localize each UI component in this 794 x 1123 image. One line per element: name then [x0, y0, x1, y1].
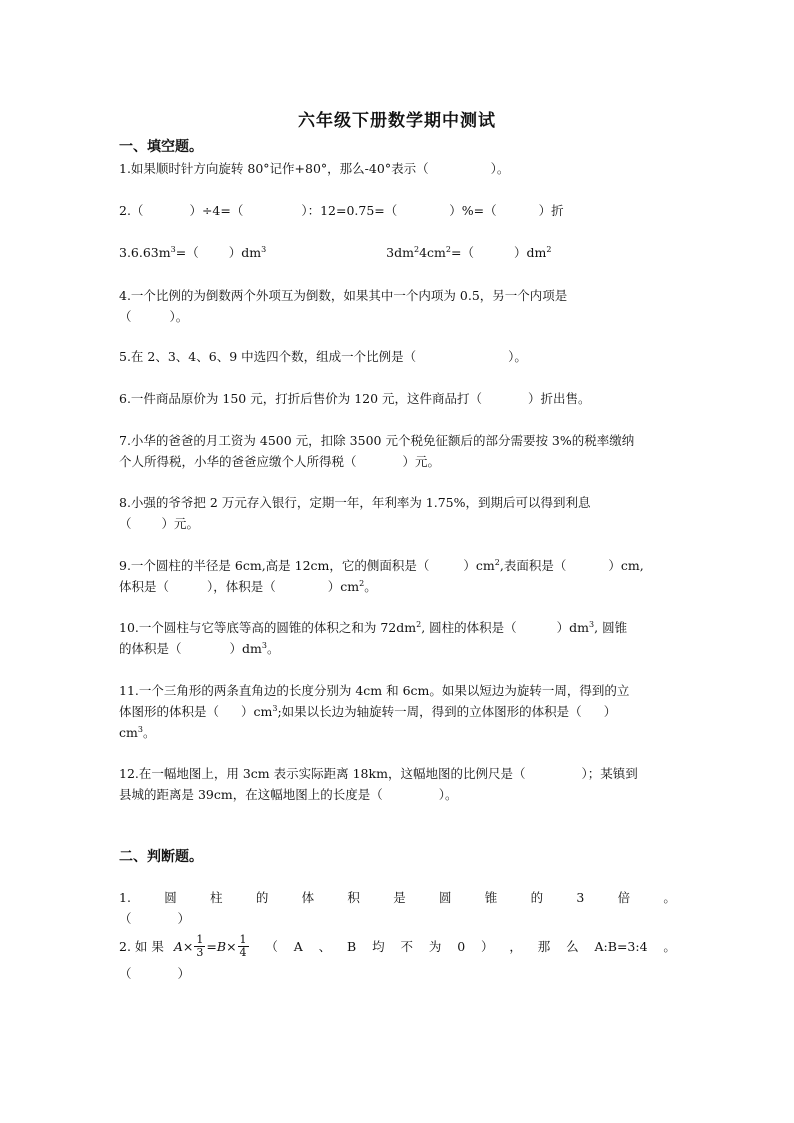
denominator: 3: [196, 946, 204, 959]
section-heading-fill-blank: 一、填空题。: [119, 139, 203, 155]
question-12-part: ）；某镇到: [581, 766, 638, 781]
question-9-part: ）cm: [463, 558, 495, 573]
question-6: [119, 388, 676, 409]
superscript: 3: [137, 724, 143, 734]
question-8-part: （: [119, 516, 132, 531]
judgment-2-formula: [119, 934, 250, 959]
question-10-part: 。: [266, 641, 280, 656]
question-9-part: ）cm,: [608, 558, 644, 573]
question-12-line-1: [119, 763, 676, 784]
word: 是: [393, 890, 406, 905]
denominator: 4: [239, 946, 247, 959]
superscript: 3: [261, 640, 267, 650]
question-9-part: ）cm: [327, 579, 360, 594]
question-12-part: ）。: [438, 787, 458, 802]
question-9-part: 体积是（: [119, 579, 170, 594]
question-5-text: 5.在 2、3、4、6、9 中选四个数，组成一个比例是（: [119, 349, 417, 364]
question-10-part: , 圆锥: [594, 620, 628, 635]
word: 3: [576, 890, 585, 905]
question-12-part: 12.在一幅地图上，用 3cm 表示实际距离 18km，这幅地图的比例尺是（: [119, 766, 526, 781]
question-11-line-1: 11.一个三角形的两条直角边的长度分别为 4cm 和 6cm。如果以短边为旋转一周，得到的立: [119, 683, 630, 698]
question-2-part: ）：12=0.75=（: [301, 203, 398, 218]
word: 2. 如 果: [119, 939, 164, 954]
question-5-end: ）。: [508, 349, 527, 364]
question-2-part: ）%=（: [449, 203, 497, 218]
times-sign: ×: [182, 939, 194, 954]
question-11-part: ）cm: [241, 704, 273, 719]
word: 的: [255, 890, 269, 905]
question-2: [119, 200, 676, 221]
question-9-line-1: [119, 555, 676, 576]
superscript: 3: [272, 703, 278, 713]
question-11-part: 。: [142, 725, 156, 740]
question-1-end: ）。: [490, 161, 510, 176]
superscript: 2: [416, 619, 422, 629]
word: 圆: [164, 890, 177, 905]
question-12-part: 县城的距离是 39cm，在这幅地图上的长度是（: [119, 787, 383, 802]
word: 那: [537, 939, 551, 954]
question-11-part: ;如果以长边为轴旋转一周，得到的立体图形的体积是（: [277, 704, 582, 719]
question-3-part: 4cm: [419, 245, 446, 260]
numerator: 1: [196, 933, 204, 946]
equals-sign: =: [206, 939, 217, 954]
word: 积: [347, 890, 360, 905]
question-10-line-2: [119, 638, 676, 659]
question-10-line-1: [119, 617, 676, 638]
word: B: [347, 939, 357, 954]
word: 锥: [484, 890, 498, 905]
question-12: [119, 763, 676, 805]
question-8: [119, 492, 676, 534]
word: 。: [663, 890, 676, 905]
word: ）: [481, 939, 494, 954]
question-10: [119, 617, 676, 659]
question-3-part: =（: [175, 245, 199, 260]
word: A:B=3:4: [594, 939, 648, 954]
word: ，: [509, 939, 522, 954]
question-9-part: 9.一个圆柱的半径是 6cm,高是 12cm，它的侧面积是（: [119, 558, 430, 573]
question-9-part: ,表面积是（: [499, 558, 567, 573]
question-7: [119, 430, 676, 472]
question-4-part: （: [119, 309, 132, 324]
question-11-line-3: [119, 722, 676, 743]
word: 体: [301, 890, 315, 905]
word: 1.: [119, 890, 131, 905]
judgment-1-line-1: [119, 887, 676, 908]
question-7-line-2: [119, 451, 676, 472]
question-3-part: ）dm: [513, 245, 547, 260]
question-4-line-2: [119, 306, 676, 327]
superscript: 2: [359, 578, 365, 588]
question-3-part: 3.6.63m: [119, 245, 171, 260]
word: 、: [318, 939, 332, 954]
superscript: 2: [494, 557, 500, 567]
judgment-1-line-2: [119, 908, 676, 929]
question-9-line-2: [119, 576, 676, 597]
question-6-text: 6.一件商品原价为 150 元，打折后售价为 120 元，这件商品打（: [119, 391, 483, 406]
question-11-part: 体图形的体积是（: [119, 704, 220, 719]
superscript: 3: [170, 244, 176, 254]
numerator: 1: [239, 933, 247, 946]
question-11-part: ）: [603, 704, 617, 719]
variable-b: B: [216, 939, 227, 954]
question-10-part: , 圆柱的体积是（: [421, 620, 517, 635]
question-7-line-1: 7.小华的爸爸的月工资为 4500 元，扣除 3500 元个税免征额后的部分需要按 3%的税率缴纳: [119, 433, 635, 448]
question-9-part: ），体积是（: [207, 579, 276, 594]
question-3-part: 3dm: [386, 245, 414, 260]
question-11: [119, 680, 676, 743]
question-11-part: cm: [119, 725, 138, 740]
question-8-line-1: 8.小强的爷爷把 2 万元存入银行，定期一年，年利率为 1.75%，到期后可以得到利息: [119, 495, 591, 510]
question-10-part: ）dm: [229, 641, 262, 656]
word: 圆: [439, 890, 452, 905]
superscript: 3: [261, 244, 267, 254]
question-12-line-2: [119, 784, 676, 805]
question-1-text: 1.如果顺时针方向旋转 80°记作+80°，那么-40°表示（: [119, 161, 429, 176]
bracket-close: ）: [177, 911, 191, 926]
question-3-part: ）dm: [228, 245, 262, 260]
word: 的: [530, 890, 544, 905]
word: 0: [457, 939, 466, 954]
question-11-line-2: [119, 701, 676, 722]
word: （: [265, 939, 278, 954]
superscript: 2: [546, 244, 552, 254]
question-5: [119, 346, 676, 367]
question-9-part: 。: [364, 579, 377, 594]
times-sign: ×: [226, 939, 237, 954]
variable-a: A: [173, 939, 183, 954]
question-8-line-2: [119, 513, 676, 534]
fraction-one-third: [194, 934, 205, 959]
superscript: 2: [445, 244, 451, 254]
question-4: [119, 285, 676, 327]
question-8-part: ）元。: [161, 516, 200, 531]
question-2-part: ）÷4=（: [189, 203, 244, 218]
question-10-part: 10.一个圆柱与它等底等高的圆锥的体积之和为 72dm: [119, 620, 417, 635]
question-9: [119, 555, 676, 597]
question-10-part: 的体积是（: [119, 641, 182, 656]
word: 均: [372, 939, 385, 954]
page-title: 六年级下册数学期中测试: [298, 111, 496, 131]
question-10-part: ）dm: [556, 620, 590, 635]
bracket-open: （: [119, 966, 132, 981]
word: 。: [663, 939, 676, 954]
judgment-2: [119, 934, 676, 984]
question-2-part: ）折: [538, 203, 564, 218]
question-3-part: =（: [450, 245, 474, 260]
question-4-part: ）。: [169, 309, 189, 324]
question-2-part: 2.（: [119, 203, 144, 218]
word: 倍: [617, 890, 631, 905]
question-3: [119, 242, 676, 263]
word: 不: [400, 939, 413, 954]
superscript: 2: [413, 244, 420, 254]
question-7-part: 个人所得税，小华的爸爸应缴个人所得税（: [119, 454, 357, 469]
question-6-end: ）折出售。: [528, 391, 591, 406]
word: 为: [428, 939, 442, 954]
judgment-1: [119, 887, 676, 929]
word: 么: [566, 939, 579, 954]
section-heading-true-false: 二、判断题。: [119, 849, 203, 865]
bracket-open: （: [119, 911, 132, 926]
word: A: [293, 939, 303, 954]
question-1: [119, 158, 676, 179]
word: 柱: [210, 890, 223, 905]
fraction-one-fourth: [238, 934, 249, 959]
judgment-2-line-2: [119, 963, 676, 984]
bracket-close: ）: [177, 966, 191, 981]
question-7-part: ）元。: [402, 454, 441, 469]
superscript: 3: [589, 619, 595, 629]
question-4-line-1: 4.一个比例的为倒数两个外项互为倒数，如果其中一个内项为 0.5，另一个内项是: [119, 288, 568, 303]
judgment-2-line-1: [119, 934, 676, 959]
